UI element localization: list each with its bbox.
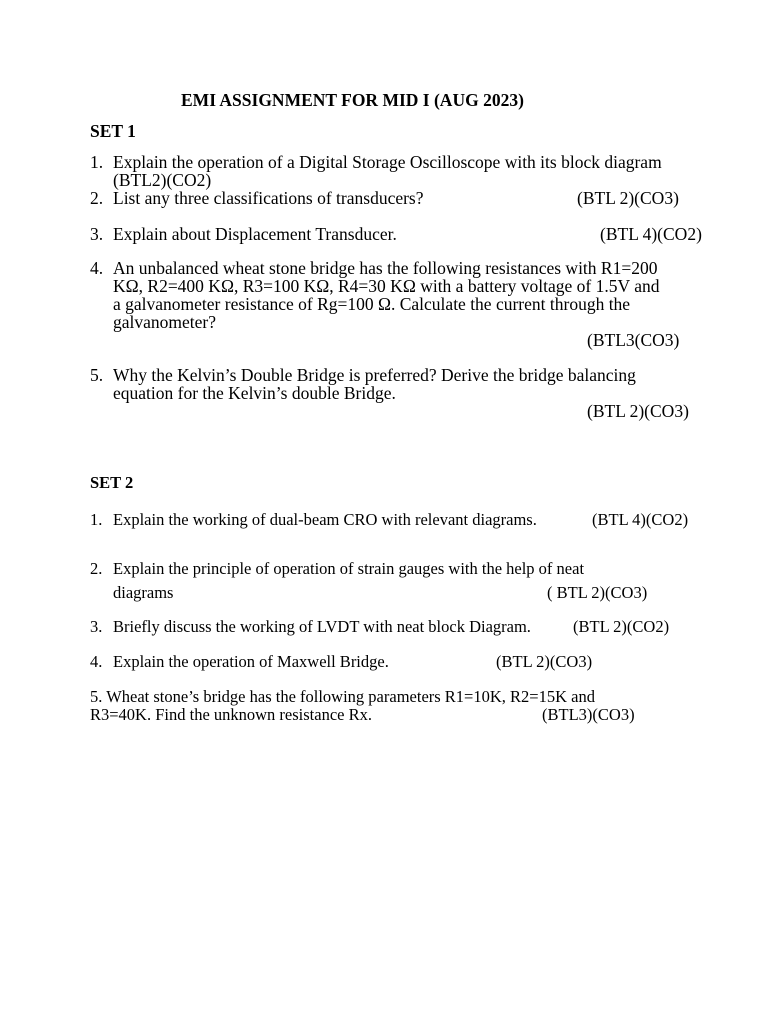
question-number: 1.	[90, 152, 104, 172]
question-tag: (BTL 4)(CO2)	[600, 224, 702, 244]
question-number: 1.	[90, 510, 103, 529]
question-text: Briefly discuss the working of LVDT with neat block Diagram.	[113, 617, 531, 636]
question-text-line-2: R3=40K. Find the unknown resistance Rx.	[90, 705, 372, 724]
question-text-line-2: equation for the Kelvin’s double Bridge.	[113, 383, 396, 403]
question-text-line-1: 5. Wheat stone’s bridge has the following parameters R1=10K, R2=15K and	[90, 687, 595, 706]
question-text: Explain about Displacement Transducer.	[113, 224, 397, 244]
question-number: 4.	[90, 652, 103, 671]
question-number: 3.	[90, 224, 104, 244]
question-text-line-1: An unbalanced wheat stone bridge has the following resistances with R1=200	[113, 258, 658, 278]
question-text-line-1: Why the Kelvin’s Double Bridge is preferred? Derive the bridge balancing	[113, 365, 636, 385]
question-text-line-1: Explain the operation of a Digital Storage Oscilloscope with its block diagram	[113, 152, 662, 172]
question-number: 5.	[90, 365, 104, 385]
question-number: 4.	[90, 258, 104, 278]
question-text: Explain the working of dual-beam CRO with relevant diagrams.	[113, 510, 537, 529]
question-number: 3.	[90, 617, 103, 636]
question-tag: (BTL 2)(CO3)	[587, 401, 689, 421]
question-text-line-3: a galvanometer resistance of Rg=100 Ω. Calculate the current through the	[113, 294, 631, 314]
question-number: 2.	[90, 559, 103, 578]
question-tag: (BTL3(CO3)	[587, 330, 680, 350]
question-tag: (BTL 2)(CO3)	[496, 652, 593, 671]
question-tag: (BTL 2)(CO2)	[573, 617, 670, 636]
question-tag: (BTL 2)(CO3)	[577, 188, 679, 208]
question-text-line-2: KΩ, R2=400 KΩ, R3=100 KΩ, R4=30 KΩ with a battery voltage of 1.5V and	[113, 276, 660, 296]
set2-heading: SET 2	[90, 473, 134, 492]
set1-heading: SET 1	[90, 121, 136, 141]
question-text: Explain the operation of Maxwell Bridge.	[113, 652, 389, 671]
question-number: 2.	[90, 188, 104, 208]
question-text: List any three classifications of transducers?	[113, 188, 424, 208]
question-tag: (BTL3)(CO3)	[542, 705, 635, 724]
document-title: EMI ASSIGNMENT FOR MID I (AUG 2023)	[181, 90, 524, 110]
question-text-line-2: diagrams	[113, 583, 174, 602]
question-text-line-2: (BTL2)(CO2)	[113, 170, 212, 190]
question-tag: ( BTL 2)(CO3)	[547, 583, 648, 602]
question-text-line-4: galvanometer?	[113, 312, 217, 332]
question-tag: (BTL 4)(CO2)	[592, 510, 689, 529]
question-text-line-1: Explain the principle of operation of strain gauges with the help of neat	[113, 559, 585, 578]
